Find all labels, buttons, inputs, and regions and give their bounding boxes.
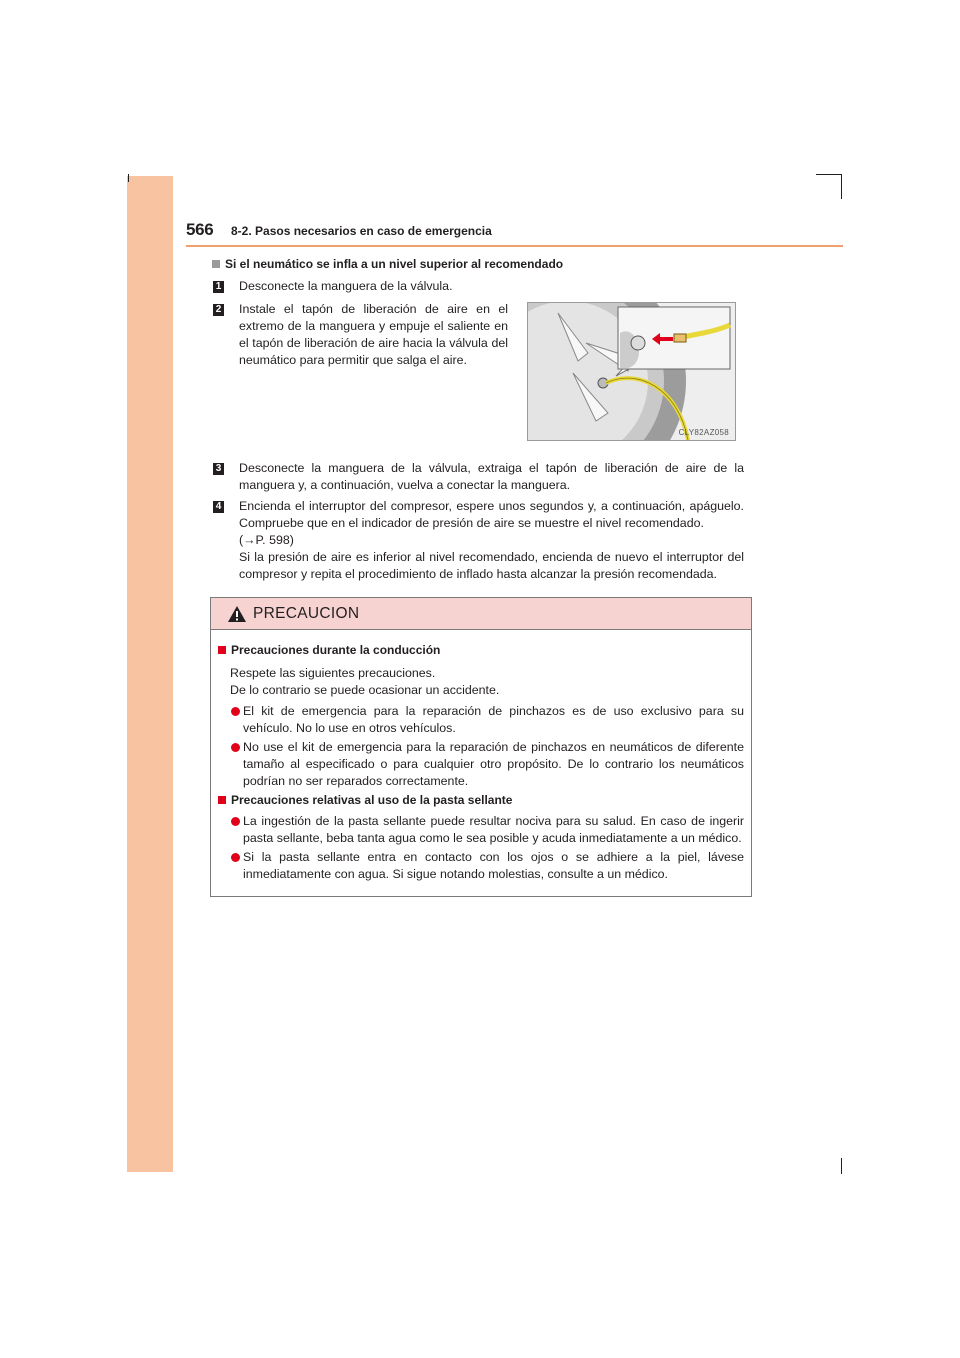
square-bullet-icon <box>218 796 226 804</box>
step-number: 1 <box>213 281 224 293</box>
crop-mark <box>841 174 842 199</box>
step-text-line: Si la presión de aire es inferior al nivel recomendado, encienda de nuevo el interruptor del compresor y repita el procedimiento de inflado hasta alcanzar la presión recomendada. <box>239 550 744 581</box>
tire-valve-drawing <box>528 303 735 440</box>
caution-header <box>211 598 751 630</box>
tire-valve-illustration <box>527 302 736 441</box>
page-number: 566 <box>186 220 214 239</box>
chapter-sidebar-tab <box>127 176 173 1172</box>
step-text-line: Encienda el interruptor del compresor, espere unos segundos y, a continuación, apáguelo. Compruebe que en el indicador de presión de aire se muestre el nivel recomendado. <box>239 499 744 530</box>
caution-bullet: La ingestión de la pasta sellante puede resultar nociva para su salud. En caso de ingerir pasta sellante, beba tanta agua como le sea posible y acuda inmediatamente a un médico. <box>243 813 744 847</box>
step-text: Desconecte la manguera de la válvula. <box>239 279 453 293</box>
step-number: 4 <box>213 501 224 513</box>
caution-subheading: Precauciones durante la conducción <box>218 643 440 657</box>
square-bullet-icon <box>218 646 226 654</box>
crop-mark <box>128 174 129 182</box>
warning-triangle-icon <box>227 605 247 623</box>
caution-subheading: Precauciones relativas al uso de la pasta sellante <box>218 793 512 807</box>
crop-mark <box>841 1158 842 1174</box>
page-reference: (→P. 598) <box>239 533 294 547</box>
step-text: Desconecte la manguera de la válvula, extraiga el tapón de liberación de aire de la manguera y, a continuación, vuelva a conectar la manguera. <box>239 461 744 492</box>
square-bullet-icon <box>212 260 220 268</box>
caution-intro: Respete las siguientes precauciones. De lo contrario se puede ocasionar un accidente. <box>230 666 500 697</box>
section-title: 8-2. Pasos necesarios en caso de emergencia <box>231 224 492 238</box>
figure-code: CLY82AZ058 <box>678 428 729 437</box>
crop-mark <box>816 174 841 175</box>
bullet-dot-icon <box>231 707 240 716</box>
step-text: Instale el tapón de liberación de aire en el extremo de la manguera y empuje el saliente en el tapón de liberación de aire hacia la válvula del neumático para permitir que salga el aire. <box>239 302 508 367</box>
header-rule <box>186 245 843 247</box>
caution-bullet: Si la pasta sellante entra en contacto con los ojos o se adhiere a la piel, lávese inmediatamente con agua. Si sigue notando molestias, consulte a un médico. <box>243 849 744 883</box>
caution-bullet: El kit de emergencia para la reparación de pinchazos es de uso exclusivo para su vehículo. No lo use en otros vehículos. <box>243 703 744 737</box>
bullet-dot-icon <box>231 853 240 862</box>
caution-bullet: No use el kit de emergencia para la reparación de pinchazos en neumáticos de diferente tamaño al especificado o para cualquier otro propósito. De lo contrario los neumáticos podrían no ser reparados correctamente. <box>243 739 744 790</box>
bullet-dot-icon <box>231 817 240 826</box>
bullet-dot-icon <box>231 743 240 752</box>
procedure-subheading: Si el neumático se infla a un nivel superior al recomendado <box>212 257 563 271</box>
caution-box <box>210 597 752 897</box>
caution-title: PRECAUCION <box>253 604 360 622</box>
step-text <box>239 498 744 583</box>
step-number: 2 <box>213 304 224 316</box>
step-number: 3 <box>213 463 224 475</box>
